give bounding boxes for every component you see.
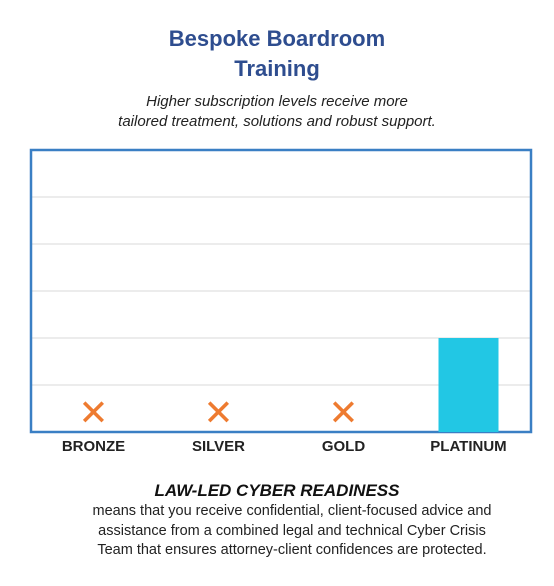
excluded-x-icon: ✕ [78, 393, 109, 434]
page-title-line-2: Training [234, 56, 320, 81]
readiness-description: means that you receive confidential, client-focused advice and assistance from a combined legal and technical Cyber Crisis Team that ensures attorney-client confidences are protected. [92, 503, 492, 558]
excluded-x-icon: ✕ [328, 393, 359, 434]
bar-platinum [439, 338, 499, 432]
subscription-chart [0, 140, 554, 460]
readiness-heading: LAW-LED CYBER READINESS [154, 481, 400, 500]
category-label-bronze: BRONZE [61, 438, 126, 455]
subtitle-line-1: Higher subscription levels receive more [146, 93, 408, 110]
category-label-gold: GOLD [321, 438, 366, 455]
subtitle-line-2: tailored treatment, solutions and robust support. [118, 113, 436, 130]
category-label-silver: SILVER [191, 438, 246, 455]
excluded-x-icon: ✕ [203, 393, 234, 434]
page-title-line-1: Bespoke Boardroom [168, 26, 386, 51]
category-label-platinum: PLATINUM [430, 438, 507, 455]
